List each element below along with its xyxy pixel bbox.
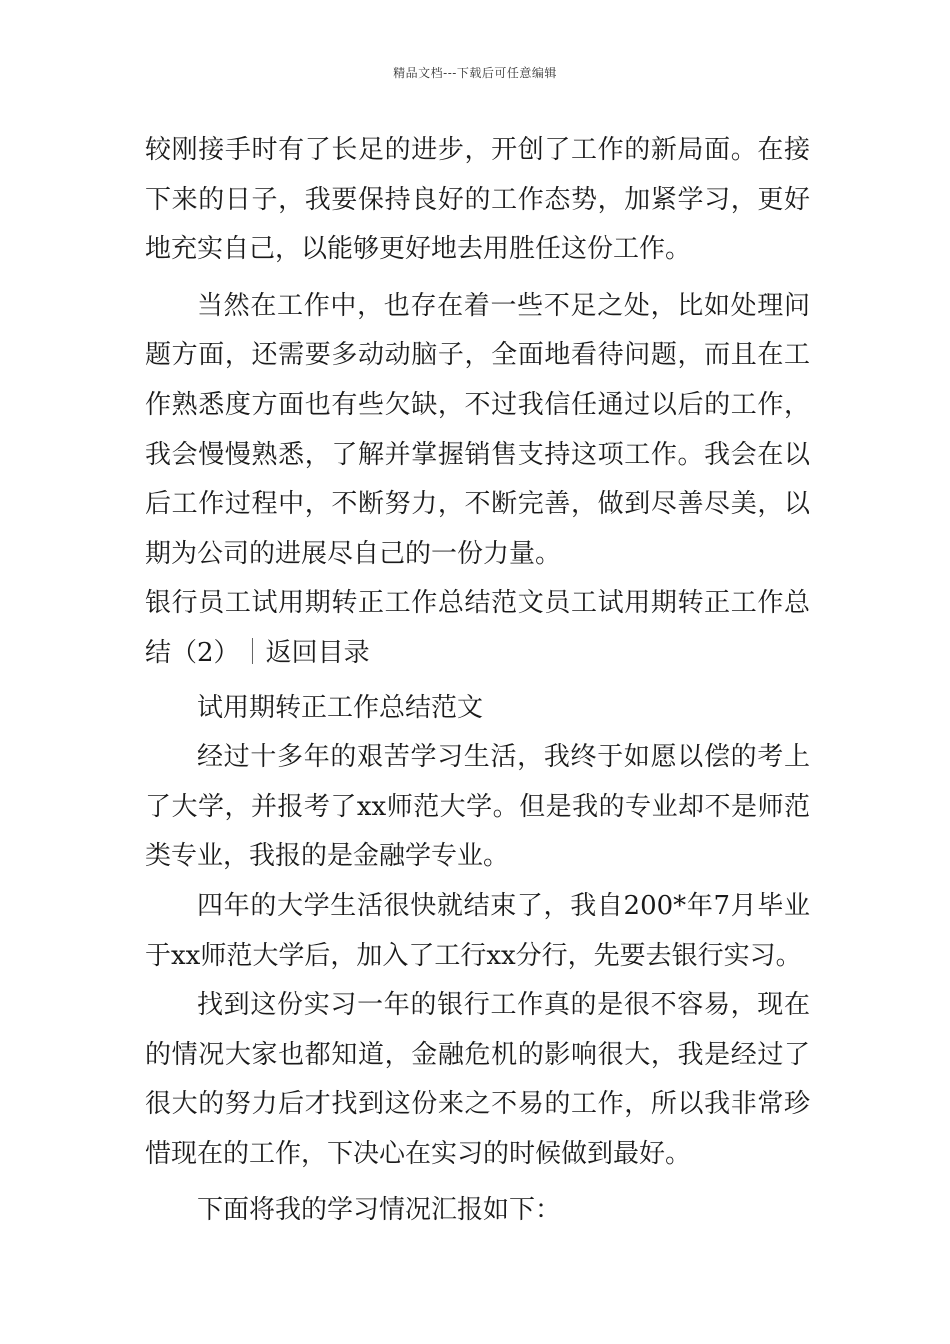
page-header: 精品文档---下载后可任意编辑 <box>393 66 557 80</box>
back-to-toc-link[interactable]: 返回目录 <box>265 637 370 668</box>
paragraph-college: 经过十多年的艰苦学习生活，我终于如愿以偿的考上了大学，并报考了xx师范大学。但是我的专业却不是师范类专业，我报的是金融学专业。 <box>145 742 810 872</box>
paragraph-progress: 较刚接手时有了长足的进步，开创了工作的新局面。在接下来的日子，我要保持良好的工作态势，加紧学习，更好地充实自己，以能够更好地去用胜任这份工作。 <box>145 135 810 265</box>
paragraph-subtitle: 试用期转正工作总结范文 <box>197 692 484 723</box>
section-title-text: 银行员工试用期转正工作总结范文员工试用期转正工作总结（2） <box>145 588 810 668</box>
paragraph-job-search: 找到这份实习一年的银行工作真的是很不容易，现在的情况大家也都知道，金融危机的影响很大，我是经过了很大的努力后才找到这份来之不易的工作，所以我非常珍惜现在的工作，下决心在实习的时候做到最好。 <box>145 990 810 1169</box>
paragraph-report-intro: 下面将我的学习情况汇报如下： <box>197 1195 562 1226</box>
document-body <box>145 126 810 1236</box>
section-title <box>145 579 810 678</box>
paragraph-graduation: 四年的大学生活很快就结束了，我自200*年7月毕业于xx师范大学后，加入了工行xx分行，先要去银行实习。 <box>145 890 810 971</box>
paragraph-shortcomings: 当然在工作中，也存在着一些不足之处，比如处理问题方面，还需要多动动脑子，全面地看待问题，而且在工作熟悉度方面也有些欠缺，不过我信任通过以后的工作，我会慢慢熟悉，了解并掌握销售支持这项工作。我会在以后工作过程中，不断努力，不断完善，做到尽善尽美，以期为公司的进展尽自己的一份力量。 <box>145 290 810 569</box>
title-separator: ｜ <box>239 637 266 668</box>
